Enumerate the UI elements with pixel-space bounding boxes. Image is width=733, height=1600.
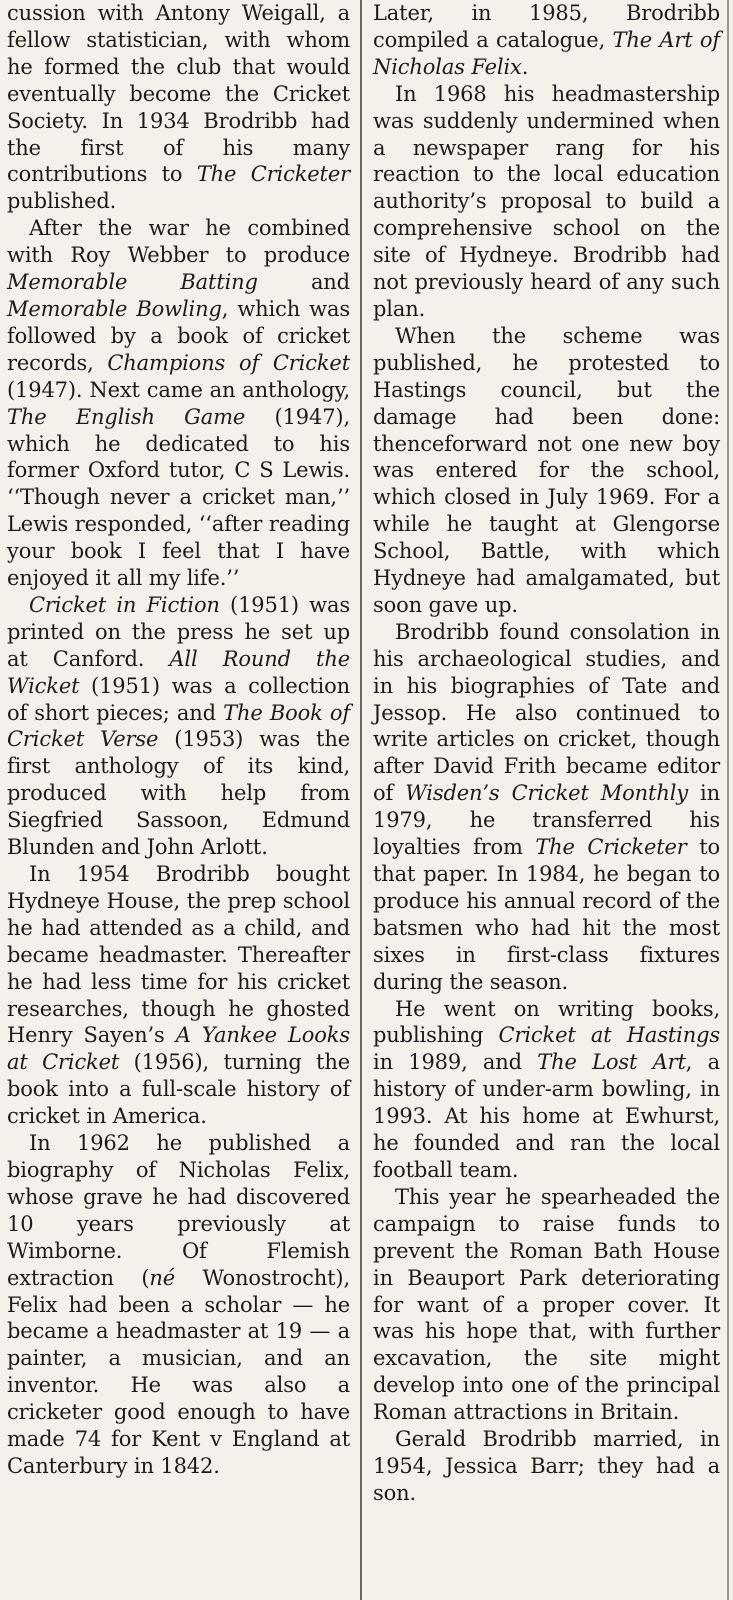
paragraph-text: published. [7, 189, 117, 214]
paragraph-text: After the war he combined with Roy Webber to produce [7, 216, 350, 268]
paragraph [373, 0, 720, 81]
paragraph-text: , a history of under-arm bowling, in 1993. At his home at Ewhurst, he founded and ran the local football team. [373, 1050, 720, 1182]
paragraph [7, 215, 350, 592]
paragraph-text: Wonostrocht), Felix had been a scholar — he became a headmaster at 19 — a painter, a musician, and an inventor. He was also a cricketer good enough to have made 74 for Kent v England at Canterbury in 1842. [7, 1265, 350, 1478]
italic-title-text: Wisden’s Cricket Monthly [405, 781, 688, 806]
paragraph-text: in 1989, and [373, 1050, 538, 1075]
paragraph-text: (1947), which he dedicated to his former Oxford tutor, C S Lewis. ‘‘Though never a cricket man,’’ Lewis responded, ‘‘after reading your book I feel that I have enjoyed it all my life.’’ [7, 404, 350, 591]
paragraph [7, 1130, 350, 1480]
italic-title-text: The Book of Cricket Verse [7, 700, 350, 752]
paragraph-text: In 1962 he published a biography of Nicholas Felix, whose grave he had discovered 10 years previously at Wimborne. Of Flemish extraction ( [7, 1131, 350, 1290]
paragraph-text: (1951) was printed on the press he set up at Canford. [7, 592, 350, 671]
paragraph [373, 1426, 720, 1507]
italic-title-text: A Yankee Looks at Cricket [7, 1023, 350, 1075]
italic-title-text: Champions of Cricket [107, 350, 350, 375]
paragraph-text: (1953) was the first anthology of its kind, produced with help from Siegfried Sassoon, Edmund Blunden and John Arlott. [7, 727, 350, 860]
column-divider [360, 0, 362, 1600]
italic-title-text: Memorable Batting [7, 270, 258, 295]
italic-title-text: The Cricketer [535, 835, 687, 860]
paragraph-text: Later, in 1985, Brodribb compiled a catalogue, [373, 1, 720, 52]
paragraph [7, 0, 350, 215]
paragraph-text: cussion with Antony Weigall, a fellow statistician, with whom he formed the club that would eventually become the Cricket Society. In 1934 Brodribb had the first of his many contributions to [7, 1, 350, 187]
italic-title-text: Cricket at Hastings [498, 1023, 720, 1048]
paragraph [373, 619, 720, 996]
italic-title-text: The Cricketer [196, 162, 351, 187]
italic-title-text: né [149, 1265, 176, 1290]
paragraph-text: Gerald Brodribb married, in 1954, Jessica Barr; they had a son. [373, 1427, 720, 1505]
italic-title-text: All Round the Wicket [7, 646, 350, 698]
paragraph-text: in 1979, he transferred his loyalties from [373, 781, 720, 860]
italic-title-text: Memorable Bowling [7, 296, 222, 321]
article-column-left [7, 0, 350, 1480]
paragraph [7, 861, 350, 1130]
paragraph-text: Brodribb found consolation in his archaeological studies, and in his biographies of Tate and Jessop. He also continued to write articles on cricket, though after David Frith became editor of [373, 619, 720, 806]
paragraph [373, 323, 720, 619]
paragraph-text: to that paper. In 1984, he began to produce his annual record of the batsmen who had hit the most sixes in first-class fixtures during the season. [373, 835, 720, 994]
paragraph-text: When the scheme was published, he protested to Hastings council, but the damage had been done: thenceforward not one new boy was entered for the school, which closed in July 1969. For a while he taught at Glengorse School, Battle, with which Hydneye had amalgamated, but soon gave up. [373, 323, 720, 617]
page-edge-rule [727, 0, 729, 1600]
italic-title-text: The Lost Art [537, 1050, 686, 1075]
article-column-right [373, 0, 720, 1507]
paragraph-text: . [521, 54, 529, 79]
paragraph-text: , which was followed by a book of cricket records, [7, 296, 350, 375]
paragraph-text: (1956), turning the book into a full-scale history of cricket in America. [7, 1050, 350, 1129]
italic-title-text: Cricket in Fiction [29, 592, 220, 617]
paragraph-text: In 1954 Brodribb bought Hydneye House, the prep school he had attended as a child, and became headmaster. Thereafter he had less time for his cricket researches, though he ghosted Henry Sayen’s [7, 862, 350, 1048]
paragraph [7, 592, 350, 861]
italic-title-text: The English Game [7, 404, 246, 429]
italic-title-text: The Art of Nicholas Felix [373, 27, 720, 79]
paragraph-text: He went on writing books, publishing [373, 996, 720, 1048]
paragraph-text: In 1968 his headmastership was suddenly undermined when a newspaper rang for his reaction to the local education authority’s proposal to build a comprehensive school on the site of Hydneye. Brodribb had not previously heard of any such plan. [373, 81, 720, 321]
paragraph-text: and [257, 270, 350, 295]
paragraph-text: (1947). Next came an anthology, [7, 377, 350, 402]
paragraph [373, 996, 720, 1184]
paragraph-text: (1951) was a collection of short pieces; and [7, 673, 350, 725]
paragraph-text: This year he spearheaded the campaign to raise funds to prevent the Roman Bath House in Beauport Park deteriorating for want of a proper cover. It was his hope that, with further excavation, the site might develop into one of the principal Roman attractions in Britain. [373, 1184, 720, 1425]
paragraph [373, 81, 720, 323]
paragraph [373, 1184, 720, 1426]
